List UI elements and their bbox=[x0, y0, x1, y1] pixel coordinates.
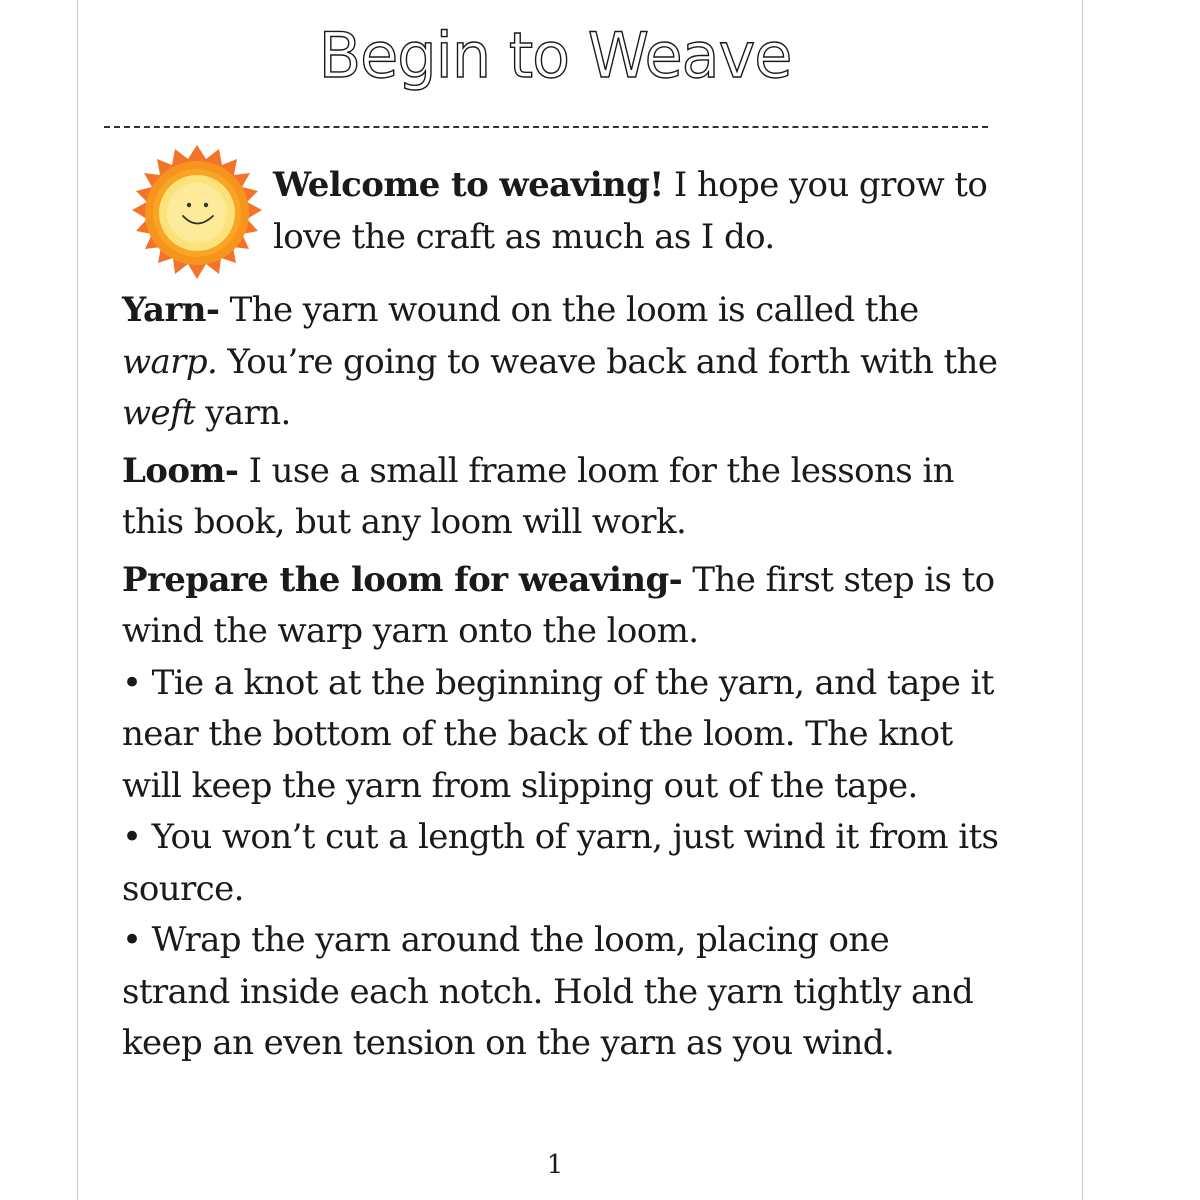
weft-term: weft bbox=[122, 393, 196, 433]
sun-right-eye bbox=[204, 203, 208, 207]
loom-term: Loom- bbox=[122, 450, 239, 491]
main-content bbox=[122, 285, 1002, 1070]
bullet-item: • Tie a knot at the beginning of the yarn, and tape it near the bottom of the back of the loom. The knot will keep the yarn from slipping out of the tape. bbox=[122, 662, 994, 806]
left-page-border bbox=[77, 0, 78, 1200]
prepare-term: Prepare the loom for weaving- bbox=[122, 559, 683, 600]
welcome-text: I hope you grow to love the craft as much as I do. bbox=[273, 165, 988, 257]
sun-left-eye bbox=[187, 203, 191, 207]
welcome-heading: Welcome to weaving! bbox=[273, 165, 664, 205]
sun-icon bbox=[124, 143, 270, 283]
bullet-item: • You won’t cut a length of yarn, just wind it from its source. bbox=[122, 817, 999, 909]
right-page-border bbox=[1082, 0, 1083, 1200]
loom-paragraph: Loom- I use a small frame loom for the lessons in this book, but any loom will work. bbox=[122, 450, 954, 542]
page-title: Begin to Weave bbox=[318, 19, 792, 92]
bullet-item: • Wrap the yarn around the loom, placing one strand inside each notch. Hold the yarn tightly and keep an even tension on the yarn as you wind. bbox=[122, 920, 974, 1063]
prepare-paragraph: Prepare the loom for weaving- The first step is to wind the warp yarn onto the loom. bbox=[122, 559, 995, 651]
page-number: 1 bbox=[546, 1150, 564, 1180]
dashed-divider bbox=[104, 126, 988, 128]
yarn-paragraph: Yarn- The yarn wound on the loom is called the warp. You’re going to weave back and forth with the weft yarn. bbox=[122, 290, 998, 433]
yarn-term: Yarn- bbox=[122, 290, 220, 330]
warp-term: warp. bbox=[122, 341, 218, 382]
welcome-paragraph bbox=[273, 160, 993, 263]
